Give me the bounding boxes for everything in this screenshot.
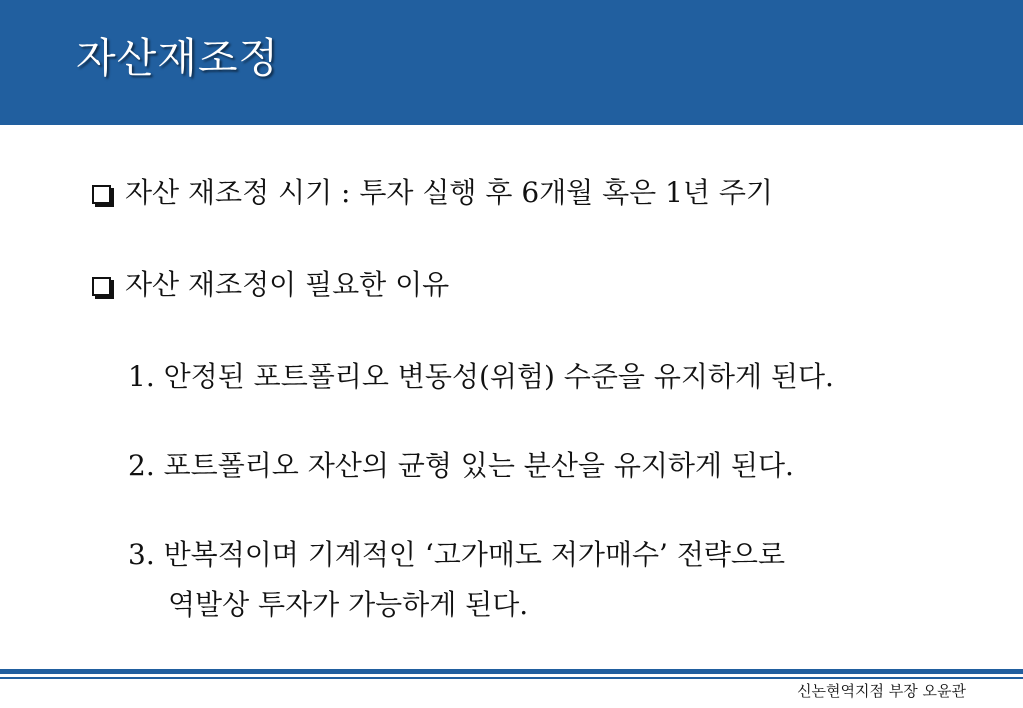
presenter-credit: 신논현역지점 부장 오윤관 xyxy=(797,682,966,700)
reason-item-2: 2. 포트폴리오 자산의 균형 있는 분산을 유지하게 된다. xyxy=(128,449,794,482)
bullet-item-timing xyxy=(92,175,773,211)
title-bar xyxy=(0,0,1023,125)
reason-item-1: 1. 안정된 포트폴리오 변동성(위험) 수준을 유지하게 된다. xyxy=(128,360,834,393)
reason-item-3 xyxy=(128,537,785,623)
bullet-item-reasons xyxy=(92,267,449,303)
reason-3-line-2: 역발상 투자가 가능하게 된다. xyxy=(168,588,529,621)
bullet-text: 자산 재조정 시기 : 투자 실행 후 6개월 혹은 1년 주기 xyxy=(125,176,773,209)
reason-3-line-1: 3. 반복적이며 기계적인 ‘고가매도 저가매수’ 전략으로 xyxy=(128,538,786,571)
footer-divider-thin xyxy=(0,677,1023,679)
checkbox-bullet-icon xyxy=(92,185,111,204)
bullet-text: 자산 재조정이 필요한 이유 xyxy=(125,268,450,301)
checkbox-bullet-icon xyxy=(92,277,111,296)
footer-divider-thick xyxy=(0,669,1023,674)
slide-title: 자산재조정 xyxy=(76,34,280,82)
